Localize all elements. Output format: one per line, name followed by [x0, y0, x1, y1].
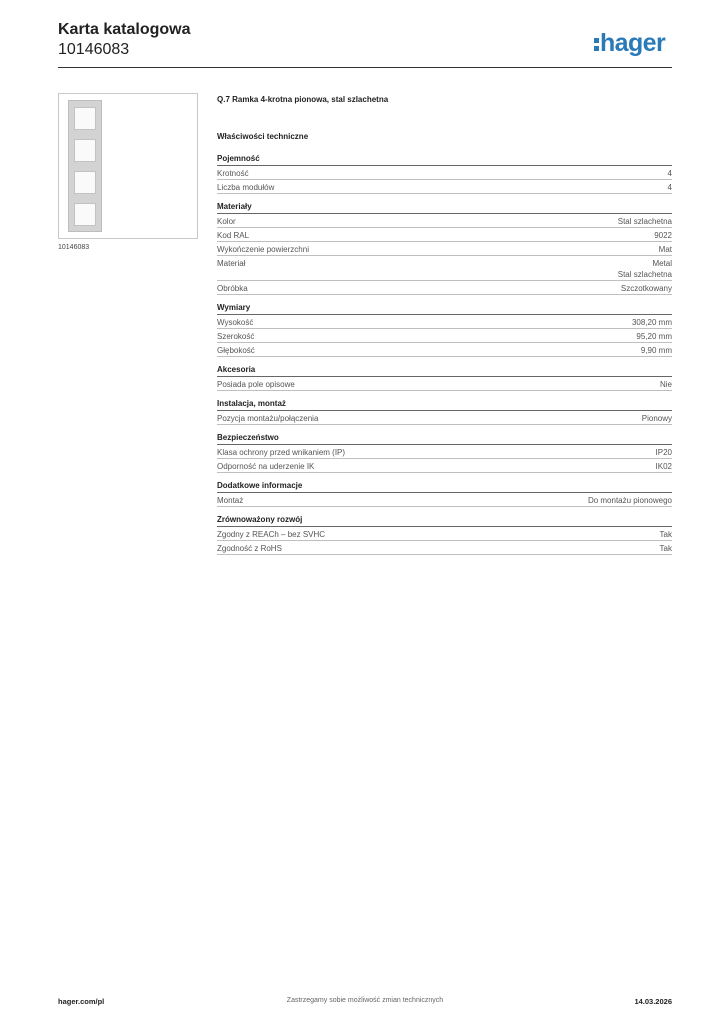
spec-value: Stal szlachetna — [617, 217, 672, 226]
spec-group-title: Materiały — [217, 202, 672, 214]
spec-row — [217, 180, 672, 194]
spec-row — [217, 445, 672, 459]
spec-group-title: Pojemność — [217, 154, 672, 166]
spec-label: Posiada pole opisowe — [217, 380, 295, 389]
document-header — [58, 20, 190, 60]
spec-label: Pozycja montażu/połączenia — [217, 414, 319, 423]
spec-label: Liczba modułów — [217, 183, 275, 192]
spec-value: Do montażu pionowego — [587, 496, 672, 505]
spec-row — [217, 214, 672, 228]
frame-opening — [74, 171, 96, 194]
product-frame-image — [68, 100, 102, 232]
spec-value: Szczotkowany — [620, 284, 672, 293]
hager-logo[interactable] — [594, 29, 665, 57]
spec-value: Tak — [659, 544, 672, 553]
spec-row — [217, 459, 672, 473]
spec-label: Krotność — [217, 169, 249, 178]
spec-group — [217, 303, 672, 357]
spec-group — [217, 515, 672, 555]
header-divider — [58, 67, 672, 68]
spec-group-title: Instalacja, montaż — [217, 399, 672, 411]
spec-group-title: Bezpieczeństwo — [217, 433, 672, 445]
spec-label: Kolor — [217, 217, 236, 226]
spec-row — [217, 377, 672, 391]
spec-value: IP20 — [655, 448, 672, 457]
footer-website-link[interactable]: hager.com/pl — [58, 997, 105, 1006]
frame-opening — [74, 139, 96, 162]
spec-label: Wykończenie powierzchni — [217, 245, 309, 254]
spec-group-title: Wymiary — [217, 303, 672, 315]
section-heading: Właściwości techniczne — [217, 132, 309, 141]
spec-value: 4 — [667, 183, 672, 192]
spec-label: Materiał — [217, 259, 246, 268]
footer-date: 14.03.2026 — [634, 997, 672, 1006]
spec-groups — [217, 154, 672, 555]
spec-row — [217, 493, 672, 507]
logo-dots-icon — [594, 34, 599, 52]
spec-value: 4 — [667, 169, 672, 178]
spec-label: Wysokość — [217, 318, 254, 327]
spec-row — [217, 527, 672, 541]
spec-group — [217, 202, 672, 295]
spec-label: Szerokość — [217, 332, 255, 341]
spec-row — [217, 329, 672, 343]
spec-label: Montaż — [217, 496, 244, 505]
product-image-box — [58, 93, 198, 239]
spec-group-title: Akcesoria — [217, 365, 672, 377]
document-number: 10146083 — [58, 41, 130, 58]
spec-row — [217, 242, 672, 256]
spec-row — [217, 256, 672, 281]
product-specs — [217, 95, 672, 563]
spec-label: Odporność na uderzenie IK — [217, 462, 315, 471]
product-image-caption: 10146083 — [58, 244, 90, 251]
spec-value: IK02 — [655, 462, 672, 471]
spec-group — [217, 433, 672, 473]
spec-row — [217, 166, 672, 180]
spec-group — [217, 481, 672, 507]
spec-label: Zgodny z REACh – bez SVHC — [217, 530, 326, 539]
spec-label: Głębokość — [217, 346, 255, 355]
spec-row — [217, 343, 672, 357]
spec-value: Mat — [658, 245, 672, 254]
spec-group-title: Dodatkowe informacje — [217, 481, 672, 493]
footer-notice: Zastrzegamy sobie możliwość zmian technicznych — [286, 997, 444, 1004]
spec-value: 9022 — [654, 231, 672, 240]
spec-value: Metal Stal szlachetna — [617, 259, 672, 279]
spec-group — [217, 154, 672, 194]
spec-label: Zgodność z RoHS — [217, 544, 282, 553]
spec-row — [217, 411, 672, 425]
logo-text: hager — [600, 29, 666, 57]
spec-row — [217, 228, 672, 242]
spec-label: Kod RAL — [217, 231, 250, 240]
spec-row — [217, 281, 672, 295]
frame-opening — [74, 107, 96, 130]
spec-group — [217, 365, 672, 391]
spec-group-title: Zrównoważony rozwój — [217, 515, 672, 527]
spec-row — [217, 541, 672, 555]
spec-value: 308,20 mm — [631, 318, 672, 327]
product-title: Q.7 Ramka 4-krotna pionowa, stal szlachetna — [217, 95, 389, 104]
spec-label: Klasa ochrony przed wnikaniem (IP) — [217, 448, 346, 457]
spec-value: Nie — [659, 380, 672, 389]
spec-label: Obróbka — [217, 284, 248, 293]
frame-opening — [74, 203, 96, 226]
spec-value: 95,20 mm — [636, 332, 672, 341]
spec-group — [217, 399, 672, 425]
spec-value: Pionowy — [641, 414, 672, 423]
document-title: Karta katalogowa — [58, 21, 191, 38]
spec-value: 9,90 mm — [640, 346, 672, 355]
spec-row — [217, 315, 672, 329]
spec-value: Tak — [659, 530, 672, 539]
